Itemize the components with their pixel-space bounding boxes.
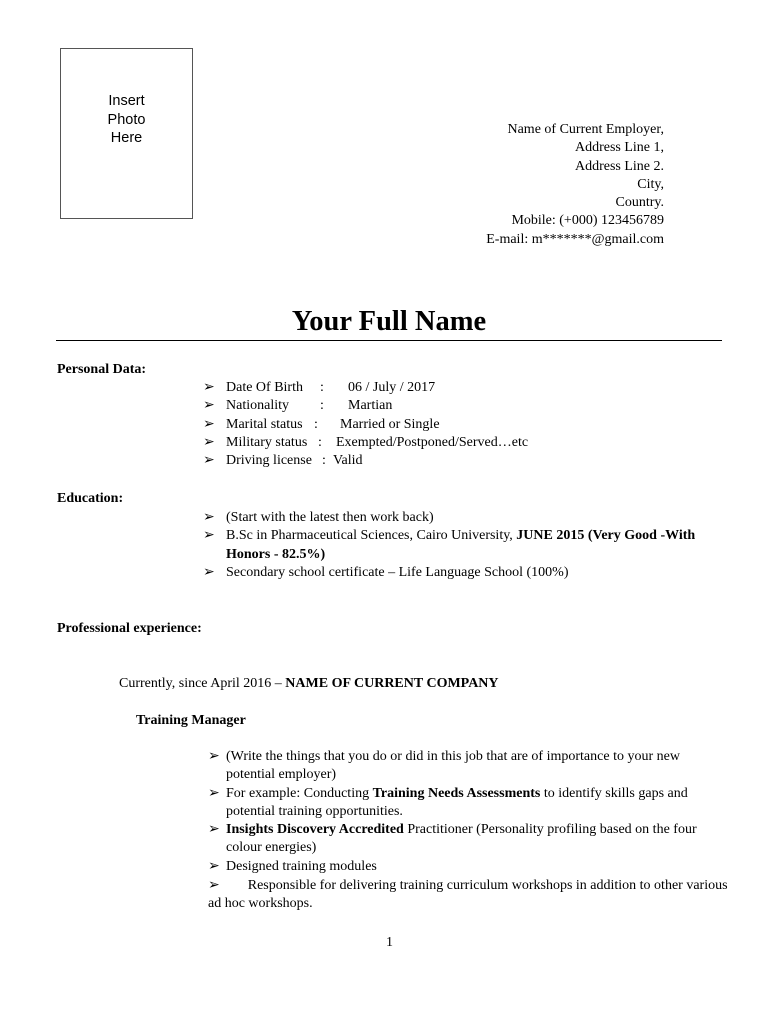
address-block (486, 121, 664, 249)
address-country: Country. (615, 195, 664, 211)
experience-text: Practitioner (Personality profiling based on the four colour energies) (226, 822, 697, 856)
full-name-title: Your Full Name (291, 306, 487, 337)
photo-text-line: Here (110, 130, 143, 146)
field-separator: : (318, 434, 322, 450)
degree-text: B.Sc in Pharmaceutical Sciences, Cairo University, (226, 528, 517, 544)
list-item (208, 748, 728, 785)
field-value: 06 / July / 2017 (348, 380, 436, 395)
address-city: City, (637, 176, 664, 192)
title-divider (56, 340, 722, 341)
list-item (203, 527, 703, 564)
list-item (203, 397, 528, 415)
experience-text: Responsible for delivering training curriculum workshops in addition to other various ad hoc workshops. (208, 878, 728, 912)
experience-bold: Insights Discovery Accredited (226, 822, 404, 838)
experience-text: Designed training modules (226, 858, 377, 874)
list-item (208, 858, 728, 876)
since-text: Currently, since April 2016 – (119, 676, 286, 691)
personal-data-heading: Personal Data: (57, 362, 147, 377)
bullet-arrow-icon: ➢ (208, 822, 220, 838)
job-role: Training Manager (136, 713, 246, 728)
page-number: 1 (386, 935, 393, 950)
field-value: Married or Single (340, 416, 440, 432)
school-certificate: Secondary school certificate – Life Language School (100%) (226, 564, 569, 580)
bullet-arrow-icon: ➢ (208, 785, 220, 801)
photo-text-line: Insert (108, 93, 145, 109)
field-separator: : (320, 398, 324, 414)
bullet-arrow-icon: ➢ (203, 453, 215, 469)
bullet-arrow-icon: ➢ (208, 878, 220, 893)
experience-list (208, 748, 728, 876)
list-item (203, 416, 528, 434)
list-item (203, 434, 528, 452)
field-value: Valid (333, 453, 363, 469)
field-label: Nationality (226, 398, 289, 414)
personal-data-list (203, 379, 528, 470)
field-label: Driving license (226, 453, 312, 469)
degree-date-grade: JUNE 2015 (Very Good -With Honors - 82.5%) (226, 528, 696, 562)
bullet-arrow-icon: ➢ (203, 510, 215, 525)
address-line-2: Address Line 2. (574, 158, 664, 174)
experience-note: (Write the things that you do or did in this job that are of importance to your new potential employer) (226, 749, 680, 783)
bullet-arrow-icon: ➢ (208, 749, 220, 764)
field-separator: : (320, 380, 324, 395)
bullet-arrow-icon: ➢ (208, 858, 220, 874)
list-item (208, 785, 728, 822)
bullet-arrow-icon: ➢ (203, 398, 215, 414)
education-list (203, 509, 703, 582)
field-label: Date Of Birth (226, 380, 303, 395)
field-label: Military status (226, 434, 308, 450)
field-label: Marital status (226, 416, 303, 432)
list-item (203, 452, 528, 470)
bullet-arrow-icon: ➢ (203, 380, 215, 395)
bullet-arrow-icon: ➢ (203, 434, 215, 450)
photo-placeholder-text (61, 92, 192, 148)
education-heading: Education: (57, 491, 124, 506)
field-value: Exempted/Postponed/Served…etc (336, 434, 529, 450)
mobile-number: Mobile: (+000) 123456789 (511, 213, 664, 229)
employer-name: Name of Current Employer, (507, 122, 664, 137)
company-name: NAME OF CURRENT COMPANY (285, 676, 499, 691)
email-address: E-mail: m*******@gmail.com (486, 231, 664, 247)
field-separator: : (314, 416, 318, 432)
current-position-line (119, 675, 499, 693)
address-line-1: Address Line 1, (574, 140, 664, 156)
photo-text-line: Photo (107, 111, 146, 128)
experience-text: to identify skills gaps and potential training opportunities. (226, 785, 688, 819)
bullet-arrow-icon: ➢ (203, 564, 215, 580)
list-item (208, 821, 728, 858)
experience-text: For example: Conducting (226, 785, 373, 801)
list-item (203, 509, 703, 527)
experience-bold: Training Needs Assessments (372, 785, 541, 801)
experience-heading: Professional experience: (57, 621, 202, 636)
list-item (208, 877, 728, 914)
field-value: Martian (348, 398, 393, 414)
list-item (203, 379, 528, 397)
photo-placeholder (60, 48, 193, 219)
bullet-arrow-icon: ➢ (203, 528, 215, 544)
bullet-arrow-icon: ➢ (203, 416, 215, 432)
education-note: (Start with the latest then work back) (226, 510, 434, 525)
list-item (203, 564, 703, 582)
field-separator: : (322, 453, 326, 469)
